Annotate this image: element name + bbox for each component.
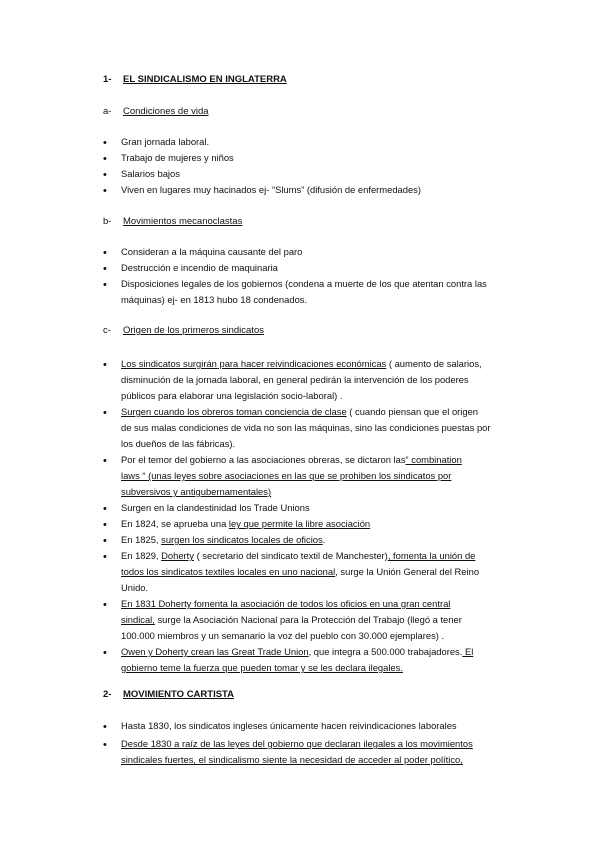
underlined-text: Doherty bbox=[161, 550, 194, 561]
underlined-text: todos los sindicatos textiles locales en uno nacional bbox=[121, 566, 336, 577]
subsection-c-heading bbox=[103, 325, 264, 336]
bullet: • bbox=[103, 519, 107, 531]
list-item-continuation: máquinas) ej- en 1813 hubo 18 condenados. bbox=[121, 294, 308, 305]
underlined-text: gobierno teme la fuerza que pueden tomar y se les declara ilegales. bbox=[121, 662, 403, 673]
underlined-text: Los sindicatos surgirán para hacer reivindicaciones económicas bbox=[121, 358, 387, 369]
bullet: • bbox=[103, 739, 107, 751]
underlined-text: Desde 1830 a raíz de las leyes del gobierno que declaran ilegales a los movimientos bbox=[121, 738, 473, 749]
list-item: Gran jornada laboral. bbox=[121, 136, 210, 147]
section-title: MOVIMIENTO CARTISTA bbox=[123, 689, 235, 700]
bullet: • bbox=[103, 137, 107, 149]
subsection-title: Condiciones de vida bbox=[123, 106, 209, 117]
subsection-number: a- bbox=[103, 106, 112, 117]
list-item bbox=[121, 406, 478, 418]
subsection-title: Movimientos mecanoclastas bbox=[123, 216, 243, 227]
text: ( cuando piensan que el origen bbox=[346, 406, 479, 417]
text: En 1829, bbox=[121, 550, 162, 561]
underlined-text: Owen y Doherty crean las Great Trade Union bbox=[121, 646, 309, 657]
bullet: • bbox=[103, 279, 107, 291]
list-item: Hasta 1830, los sindicatos ingleses únicamente hacen reivindicaciones laborales bbox=[121, 720, 457, 731]
list-item: Trabajo de mujeres y niños bbox=[121, 152, 234, 163]
underlined-text: (unas leyes sobre asociaciones en las que se prohiben los sindicatos por bbox=[145, 470, 452, 481]
underlined-text: sindical, bbox=[121, 614, 155, 625]
bullet: • bbox=[103, 185, 107, 197]
list-item: Disposiciones legales de los gobiernos (condena a muerte de los que atentan contra las bbox=[121, 278, 487, 289]
underlined-text: subversivos y antigubernamentales) bbox=[121, 486, 272, 497]
list-item-continuation bbox=[121, 566, 479, 578]
list-item bbox=[121, 534, 325, 546]
text: En 1824, se aprueba una bbox=[121, 518, 229, 529]
text: En 1825, bbox=[121, 534, 162, 545]
list-item bbox=[121, 598, 450, 610]
underlined-text: , fomenta la unión de bbox=[387, 550, 476, 561]
bullet: • bbox=[103, 247, 107, 259]
underlined-text: sindicales fuertes, el sindicalismo siente la necesidad de acceder al poder político, bbox=[121, 754, 463, 765]
list-item-continuation: de sus malas condiciones de vida no son las máquinas, sino las condiciones puestas por bbox=[121, 422, 491, 433]
text: . bbox=[322, 534, 326, 545]
underlined-text: Surgen cuando los obreros toman conciencia de clase bbox=[121, 406, 347, 417]
bullet: • bbox=[103, 407, 107, 419]
underlined-text: laws “ bbox=[121, 470, 146, 481]
list-item bbox=[121, 358, 482, 370]
bullet: • bbox=[103, 647, 107, 659]
section-2-heading bbox=[103, 689, 234, 700]
bullet: • bbox=[103, 551, 107, 563]
section-number: 1- bbox=[103, 74, 112, 85]
bullet: • bbox=[103, 169, 107, 181]
section-number: 2- bbox=[103, 689, 112, 700]
list-item bbox=[121, 454, 462, 466]
list-item-continuation: 100.000 miembros y un semanario la voz del pueblo con 30.000 ejemplares) . bbox=[121, 630, 445, 641]
text: ( secretario del sindicato textil de Manchester) bbox=[193, 550, 388, 561]
list-item-continuation bbox=[121, 614, 462, 626]
list-item: Consideran a la máquina causante del paro bbox=[121, 246, 303, 257]
subsection-number: c- bbox=[103, 325, 111, 336]
list-item bbox=[121, 738, 473, 750]
bullet: • bbox=[103, 153, 107, 165]
text: , surge la Unión General del Reino bbox=[335, 566, 480, 577]
bullet: • bbox=[103, 599, 107, 611]
subsection-number: b- bbox=[103, 216, 112, 227]
list-item-continuation bbox=[121, 754, 463, 766]
bullet: • bbox=[103, 263, 107, 275]
list-item bbox=[121, 518, 370, 530]
list-item: Destrucción e incendio de maquinaria bbox=[121, 262, 278, 273]
underlined-text: En 1831 Doherty fomenta la asociación de todos los oficios en una gran central bbox=[121, 598, 451, 609]
list-item bbox=[121, 550, 475, 562]
list-item: Viven en lugares muy hacinados ej- “Slums” (difusión de enfermedades) bbox=[121, 184, 421, 195]
underlined-text: ley que permite la libre asociación bbox=[228, 518, 371, 529]
text: Por el temor del gobierno a las asociaciones obreras, se dictaron las bbox=[121, 454, 406, 465]
underlined-text: “ combination bbox=[405, 454, 462, 465]
bullet: • bbox=[103, 721, 107, 733]
list-item-continuation: los dueños de las fábricas). bbox=[121, 438, 236, 449]
bullet: • bbox=[103, 359, 107, 371]
list-item bbox=[121, 646, 473, 658]
list-item-continuation bbox=[121, 486, 271, 498]
section-1-heading bbox=[103, 74, 287, 85]
list-item-continuation: públicos para elaborar una legislación socio-laboral) . bbox=[121, 390, 343, 401]
text: , que integra a 500.000 trabajadores. bbox=[308, 646, 463, 657]
list-item: Salarios bajos bbox=[121, 168, 180, 179]
subsection-title: Origen de los primeros sindicatos bbox=[123, 325, 264, 336]
bullet: • bbox=[103, 503, 107, 515]
text: surge la Asociación Nacional para la Protección del Trabajo (llegó a tener bbox=[154, 614, 462, 625]
subsection-b-heading bbox=[103, 216, 242, 227]
bullet: • bbox=[103, 535, 107, 547]
list-item-continuation: disminución de la jornada laboral, en general pedirán la intervención de los poderes bbox=[121, 374, 469, 385]
bullet: • bbox=[103, 455, 107, 467]
list-item-continuation bbox=[121, 662, 403, 674]
list-item: Surgen en la clandestinidad los Trade Unions bbox=[121, 502, 310, 513]
list-item-continuation: Unido. bbox=[121, 582, 149, 593]
section-title: EL SINDICALISMO EN INGLATERRA bbox=[123, 74, 287, 85]
text: ( aumento de salarios, bbox=[386, 358, 482, 369]
subsection-a-heading bbox=[103, 106, 209, 117]
underlined-text: surgen los sindicatos locales de oficios bbox=[161, 534, 323, 545]
list-item-continuation bbox=[121, 470, 451, 482]
underlined-text: El bbox=[462, 646, 474, 657]
